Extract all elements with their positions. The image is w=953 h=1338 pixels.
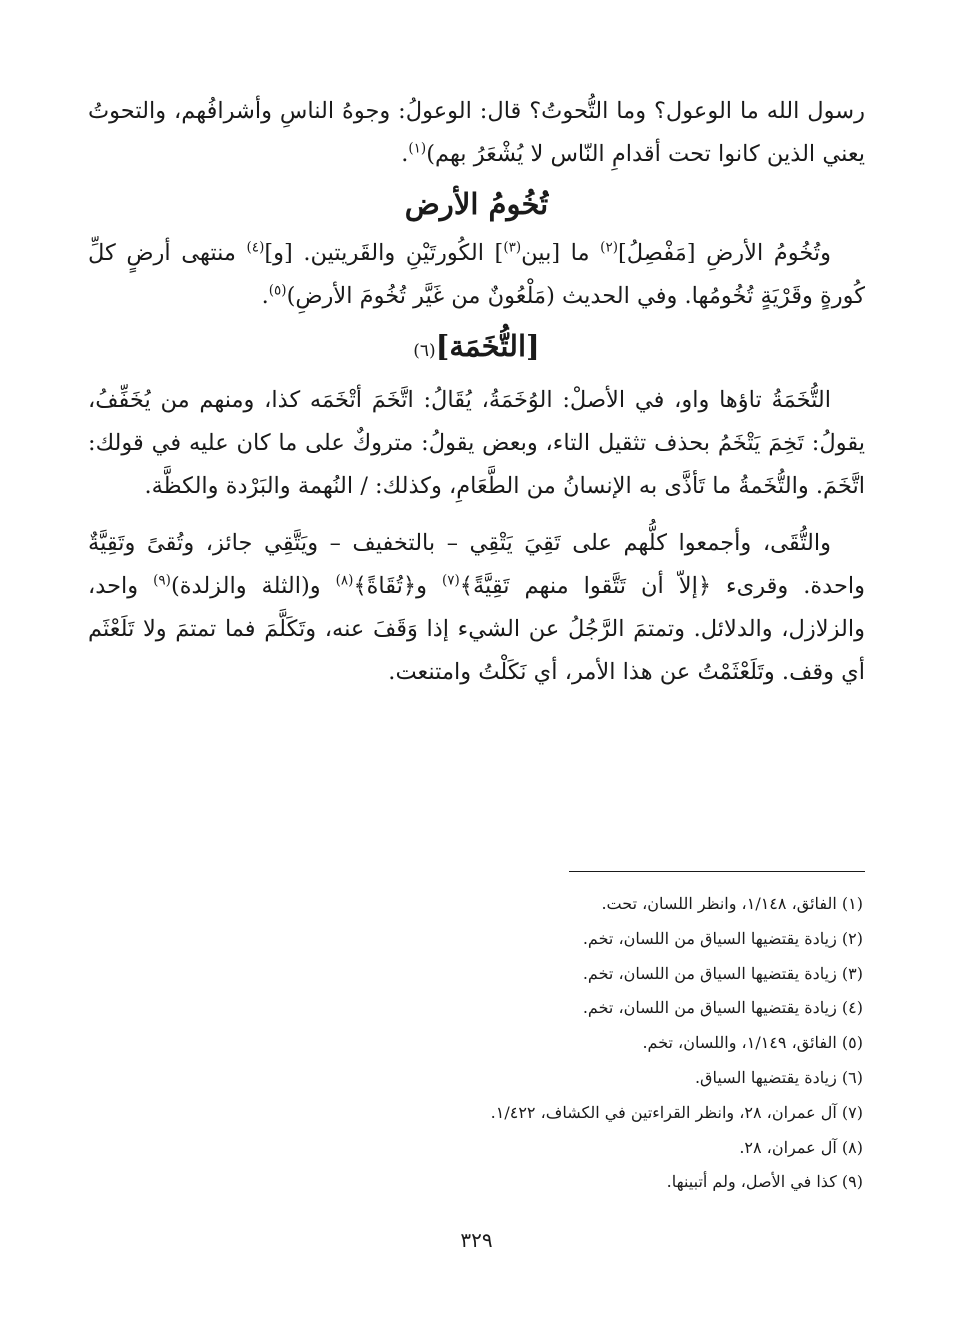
paragraph-2-part-d: منتهى أرضٍ كلِّ كُورةٍ وقَرْيَةٍ تُخُومُها. وفي الحديث (مَلْعُونٌ من غَيَّر تُخُومَ الأرضِ) <box>88 240 865 309</box>
footnote-5: (٥) الفائق، ١/١٤٩، واللسان، تخم. <box>642 1033 863 1053</box>
footnote-ref-5: (٥) <box>268 282 287 299</box>
paragraph-4 <box>88 522 865 694</box>
paragraph-1-text: رسول الله ما الوعول؟ وما التُّحوتُ؟ قال: الوعولُ: وجوهُ الناسِ وأشرافُهم، والتحوتُ يعني الذين كانوا تحت أقدامِ النّاس لا يُشْعَرُ بهم) <box>88 98 865 167</box>
footnote-divider <box>569 871 865 872</box>
page-body <box>88 90 865 1298</box>
footnote-ref-6: (٦) <box>413 341 436 361</box>
section-heading-takhum <box>88 176 865 232</box>
footnote-ref-1: (١) <box>408 140 427 157</box>
footnote-1: (١) الفائق، ١/١٤٨، وانظر اللسان، تحت. <box>601 894 863 913</box>
footnote-7: (٧) آل عمران، ٢٨، وانظر القراءتين في الكشاف، ١/٤٢٢. <box>490 1102 863 1122</box>
section-heading-takhum-text: تُخُومُ الأرض <box>404 187 549 221</box>
paragraph-2-part-e: . <box>261 283 269 309</box>
paragraph-2 <box>88 232 865 318</box>
footnote-6: (٦) زيادة يقتضيها السياق. <box>694 1067 863 1087</box>
section-heading-tukhama-text: [التُّخَمَة] <box>435 329 540 363</box>
paragraph-2-part-c: ] الكُورتَيْنِ والقَريتين. [و] <box>264 240 504 266</box>
footnotes-list <box>88 887 863 1200</box>
footnote-8: (٨) آل عمران، ٢٨. <box>739 1137 863 1157</box>
footnote-ref-7: (٧) <box>441 572 460 589</box>
paragraph-gap <box>88 508 865 522</box>
footnote-4: (٤) زيادة يقتضيها السياق من اللسان، تخم. <box>582 998 863 1018</box>
paragraph-3 <box>88 379 865 508</box>
paragraph-3-text: التُّخَمَةُ تاؤها واو، في الأصلْ: الوُخَمَةُ، يُقَالُ: اتَّخَمَ أتْخَمَه كذا، ومنهم من يُخَفِّفُ، يقولُ: تَخِمَ يَتْخَمُ بحذف تثقيل التاء، وبعض يقولُ: متروكٌ على ما كان عليه في قولك: اتَّخَمَ. والتُّخَمةُ ما تَأذَّى به الإنسانُ من الطَّعَامِ، وكذلك: / النُهمة والبَرْدة والكظَّة. <box>88 387 865 499</box>
footnote-ref-3: (٣) <box>503 239 522 256</box>
paragraph-1-end: . <box>401 141 409 167</box>
paragraph-4-part-b: و﴿تُقَاةً﴾ <box>353 573 442 599</box>
paragraph-4-part-c: و(الثلة والزلدة) <box>170 573 336 599</box>
footnote-9: (٩) كذا في الأصل، ولم أتبينها. <box>666 1172 863 1192</box>
paragraph-2-part-a: وتُخُومُ الأرضِ [مَفْصِلُ] <box>617 240 832 266</box>
page-number: ٣٢٩ <box>460 1228 493 1252</box>
paragraph-1 <box>88 90 865 176</box>
footnote-3: (٣) زيادة يقتضيها السياق من اللسان، تخم. <box>582 963 863 983</box>
paragraph-4-part-d: واحد، والزلازل، والدلائل. وتمتمَ الرَّجُلُ عن الشيء إذا وَقَفَ عنه، وتَكَلَّمَ فما تمتمَ ولا تَلَعْثَم أي وقف. وتَلَعْثَمْتُ عن هذا الأمر، أي نَكَلْتُ وامتنعت. <box>88 573 865 685</box>
footnote-ref-2: (٢) <box>600 239 618 256</box>
paragraph-2-part-b: ما [بين <box>521 240 601 266</box>
footnote-ref-8: (٨) <box>335 572 354 589</box>
section-heading-tukhama <box>88 318 865 379</box>
footnote-ref-4: (٤) <box>246 239 265 256</box>
paragraph-4-part-a: والتُّقَى، وأجمعوا كلُّهم على تَقِيَ يَتْقِي – بالتخفيف – ويَتَّقِي جائز، وتُقىً وتَقِيَّةٌ واحدة. وقرىء ﴿إلاّ أن تَتَّقوا منهم تَقِيَّةً﴾ <box>88 530 866 599</box>
footnote-2: (٢) زيادة يقتضيها السياق من اللسان، تخم. <box>582 928 863 948</box>
footnote-ref-9: (٩) <box>153 572 171 589</box>
